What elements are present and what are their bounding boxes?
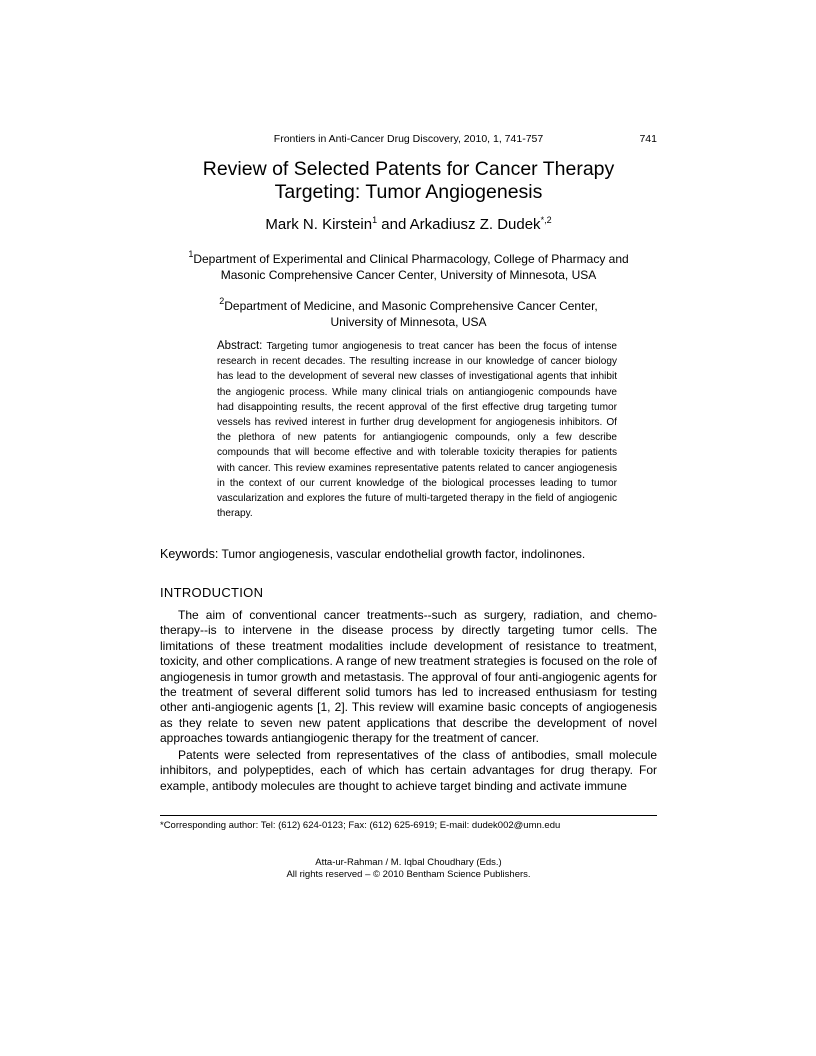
author-connector: and <box>377 216 410 233</box>
author-name: Arkadiusz Z. Dudek <box>409 216 541 233</box>
page-number: 741 <box>639 133 657 145</box>
book-editors: Atta-ur-Rahman / M. Iqbal Choudhary (Eds.) <box>315 857 502 868</box>
author-affiliation-mark: 1 <box>372 215 378 225</box>
journal-citation: Frontiers in Anti-Cancer Drug Discovery, 2010, 1, 741-757 <box>273 133 544 145</box>
body-paragraph: The aim of conventional cancer treatments--such as surgery, radiation, and chemo-therapy--is to intervene in the disease process by directly targeting tumor cells. The limitations of these treatment modalities include development of resistance to treatment, toxicity, and other complications. A range of new treatment strategies is focused on the role of angiogenesis in tumor growth and metastasis. The approval of four anti-angiogenic agents for the treatment of several different solid tumors has led to increased enthusiasm for testing other anti-angiogenic agents [1, 2]. This review will examine basic concepts of angiogenesis as they relate to seven new patent applications that describe the development of novel approaches towards antiangiogenic therapy for the treatment of cancer. <box>160 608 657 746</box>
keywords <box>160 547 657 562</box>
author-name: Mark N. Kirstein <box>265 216 373 233</box>
body-paragraph: Patents were selected from representatives of the class of antibodies, small molecule inhibitors, and polypeptides, each of which has certain advantages for drug therapy. For example, antibody molecules are thought to achieve target binding and activate immune <box>160 748 657 793</box>
affiliation-mark: 1 <box>188 249 194 259</box>
author-list <box>160 216 657 234</box>
affiliation-line: Department of Experimental and Clinical Pharmacology, College of Pharmacy and <box>193 252 629 266</box>
author-affiliation-mark: *,2 <box>540 215 552 225</box>
title-line-2: Targeting: Tumor Angiogenesis <box>274 181 543 203</box>
abstract <box>217 339 617 521</box>
paper-title <box>160 158 657 204</box>
affiliation-2 <box>165 298 652 330</box>
affiliation-1 <box>165 251 652 283</box>
abstract-text: Targeting tumor angiogenesis to treat cancer has been the focus of intense research in recent decades. The resulting increase in our knowledge of cancer biology has lead to the development of several new classes of investigational agents that inhibit the angiogenic process. While many clinical trials on antiangiogenic compounds have had disappointing results, the recent approval of the first effective drug targeting tumor vessels has revived interest in further drug development for angiogenesis inhibitors. Of the plethora of new patents for antiangiogenic compounds, only a few describe compounds that will become effective and with tolerable toxicity therapies for patients with cancer. This review examines representative patents related to cancer angiogenesis in the context of our current knowledge of the biological processes leading to tumor vascularization and explores the future of multi-targeted therapy in the field of angiogenic therapy. <box>217 341 617 520</box>
title-line-1: Review of Selected Patents for Cancer Therapy <box>202 158 615 180</box>
section-heading: INTRODUCTION <box>160 585 264 600</box>
copyright-notice: All rights reserved – © 2010 Bentham Science Publishers. <box>286 869 531 880</box>
footnote-divider <box>160 815 657 816</box>
affiliation-line: University of Minnesota, USA <box>330 315 487 329</box>
affiliation-mark: 2 <box>219 296 225 306</box>
affiliation-line: Department of Medicine, and Masonic Comprehensive Cancer Center, <box>224 299 598 313</box>
keywords-text: Tumor angiogenesis, vascular endothelial growth factor, indolinones. <box>221 547 586 561</box>
affiliation-line: Masonic Comprehensive Cancer Center, University of Minnesota, USA <box>220 268 597 282</box>
keywords-label: Keywords: <box>160 547 219 561</box>
abstract-label: Abstract: <box>217 340 263 352</box>
corresponding-author-footnote: *Corresponding author: Tel: (612) 624-0123; Fax: (612) 625-6919; E-mail: dudek002@umn.edu <box>160 820 561 831</box>
running-header <box>160 133 657 147</box>
